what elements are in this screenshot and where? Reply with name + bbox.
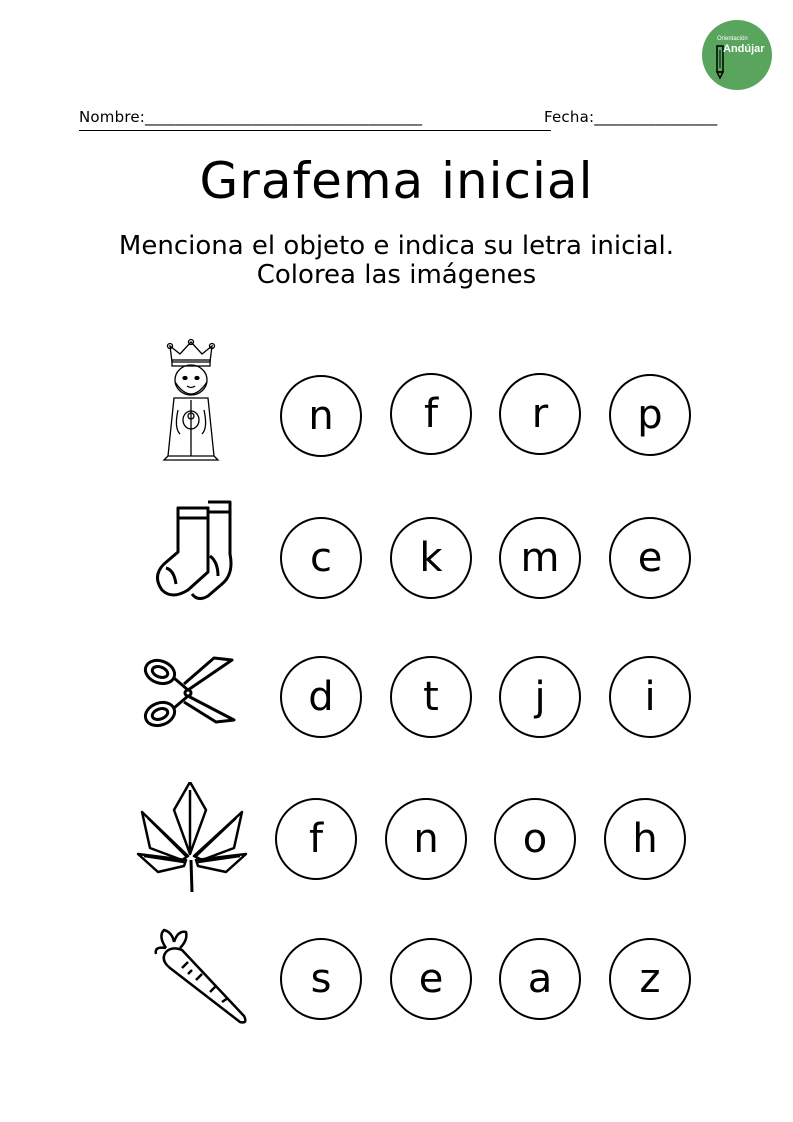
- letter-circle[interactable]: s: [280, 938, 362, 1020]
- logo-text-main: Andújar: [723, 43, 765, 55]
- exercise-row-3: [0, 656, 793, 776]
- letter-circle[interactable]: r: [499, 373, 581, 455]
- letter-circle[interactable]: d: [280, 656, 362, 738]
- letter-circle[interactable]: n: [280, 375, 362, 457]
- scissors-icon: [140, 656, 238, 736]
- letter-circle[interactable]: t: [390, 656, 472, 738]
- orientacion-andujar-logo: [702, 20, 772, 90]
- letter-circle[interactable]: p: [609, 374, 691, 456]
- letter-circle[interactable]: i: [609, 656, 691, 738]
- letter-circle[interactable]: j: [499, 656, 581, 738]
- letter-circle[interactable]: f: [390, 373, 472, 455]
- letter-circle[interactable]: c: [280, 517, 362, 599]
- name-field[interactable]: Nombre:____________________________________: [79, 108, 423, 126]
- instructions: [0, 232, 793, 290]
- date-field[interactable]: Fecha:________________: [544, 108, 718, 126]
- letter-circle[interactable]: z: [609, 938, 691, 1020]
- letter-circle[interactable]: f: [275, 798, 357, 880]
- exercise-row-2: [0, 496, 793, 616]
- king-icon: [160, 338, 222, 466]
- instructions-line-2: Colorea las imágenes: [256, 260, 537, 290]
- letter-circle[interactable]: o: [494, 798, 576, 880]
- instructions-line-1: Menciona el objeto e indica su letra inicial.: [118, 231, 675, 261]
- letter-circle[interactable]: n: [385, 798, 467, 880]
- exercise-row-1: [0, 338, 793, 458]
- letter-circle[interactable]: e: [609, 517, 691, 599]
- letter-circle[interactable]: e: [390, 938, 472, 1020]
- socks-icon: [152, 498, 234, 606]
- exercise-row-4: [0, 782, 793, 902]
- carrot-icon: [152, 928, 252, 1032]
- leaf-icon: [136, 782, 248, 898]
- exercise-row-5: [0, 928, 793, 1048]
- letter-circle[interactable]: a: [499, 938, 581, 1020]
- letter-circle[interactable]: m: [499, 517, 581, 599]
- page-title: Grafema inicial: [199, 152, 594, 210]
- letter-circle[interactable]: k: [390, 517, 472, 599]
- logo-text-top: Orientación: [717, 36, 748, 42]
- header-rule: [79, 130, 551, 131]
- letter-circle[interactable]: h: [604, 798, 686, 880]
